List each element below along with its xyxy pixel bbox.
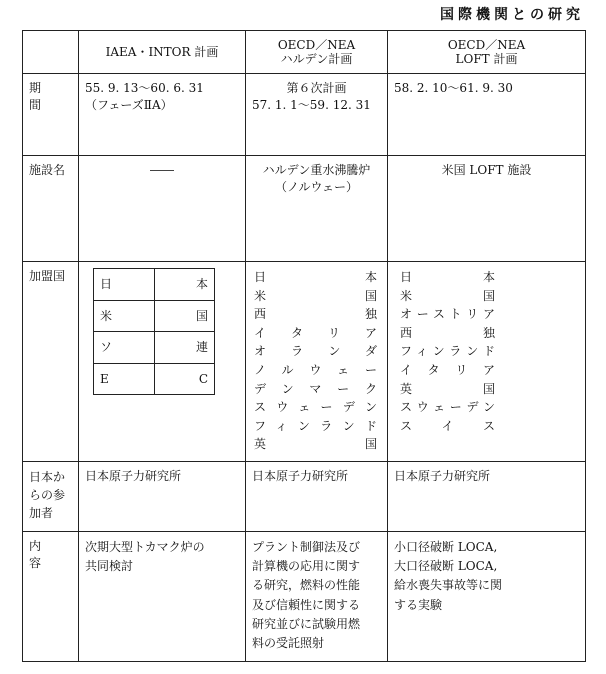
column-header-loft	[388, 31, 586, 74]
cell-facility-halden: ハルデン重水沸騰炉 （ノルウェー）	[246, 156, 388, 262]
cell-period-loft: 58. 2. 10～61. 9. 30	[388, 74, 586, 156]
cell-countries-halden: 日本 米国 西独 イタリア オランダ ノルウェー デンマーク スウェーデン フィンランド 英国	[246, 262, 388, 462]
cell-period-halden: 第６次計画 57. 1. 1～59. 12. 31	[246, 74, 388, 156]
cell-content-intor: 次期大型トカマク炉の 共同検討	[79, 532, 246, 662]
cell-content-loft: 小口径破断 LOCA, 大口径破断 LOCA, 給水喪失事故等に関 する実験	[388, 532, 586, 662]
cell-facility-loft: 米国 LOFT 施設	[388, 156, 586, 262]
international-research-table	[22, 30, 586, 662]
column-header-intor: IAEA・INTOR 計画	[79, 31, 246, 74]
row-period	[23, 74, 586, 156]
row-label-content: 内 容	[23, 532, 79, 662]
cell-participant-loft: 日本原子力研究所	[388, 462, 586, 532]
row-label-facility: 施設名	[23, 156, 79, 262]
column-header-loft-line1: OECD／NEA	[447, 37, 526, 52]
row-facility	[23, 156, 586, 262]
corner-cell	[23, 31, 79, 74]
cell-facility-intor: ――	[79, 156, 246, 262]
column-header-loft-line2: LOFT 計画	[455, 52, 518, 66]
cell-content-halden: プラント制御法及び 計算機の応用に関す る研究，燃料の性能 及び信頼性に関する 研究並びに試験用燃 料の受託照射	[246, 532, 388, 662]
row-countries	[23, 262, 586, 462]
row-label-participant: 日本か らの参 加者	[23, 462, 79, 532]
column-header-halden-line1: OECD／NEA	[277, 37, 356, 52]
row-label-countries: 加盟国	[23, 262, 79, 462]
cell-period-intor: 55. 9. 13～60. 6. 31 （フェーズⅡA）	[79, 74, 246, 156]
row-content	[23, 532, 586, 662]
row-label-period: 期 間	[23, 74, 79, 156]
row-participant	[23, 462, 586, 532]
page-title: 国際機関との研究	[440, 7, 584, 23]
column-header-halden	[246, 31, 388, 74]
cell-participant-intor: 日本原子力研究所	[79, 462, 246, 532]
column-header-halden-line2: ハルデン計画	[280, 52, 353, 66]
cell-countries-intor	[79, 262, 246, 462]
cell-participant-halden: 日本原子力研究所	[246, 462, 388, 532]
cell-countries-loft: 日本 米国 オーストリア 西独 フィンランド イタリア 英国 スウェーデン スイス	[388, 262, 586, 462]
header-row	[23, 31, 586, 74]
intor-country-list: 日 本 米 国 ソ 連 E C	[93, 268, 215, 395]
